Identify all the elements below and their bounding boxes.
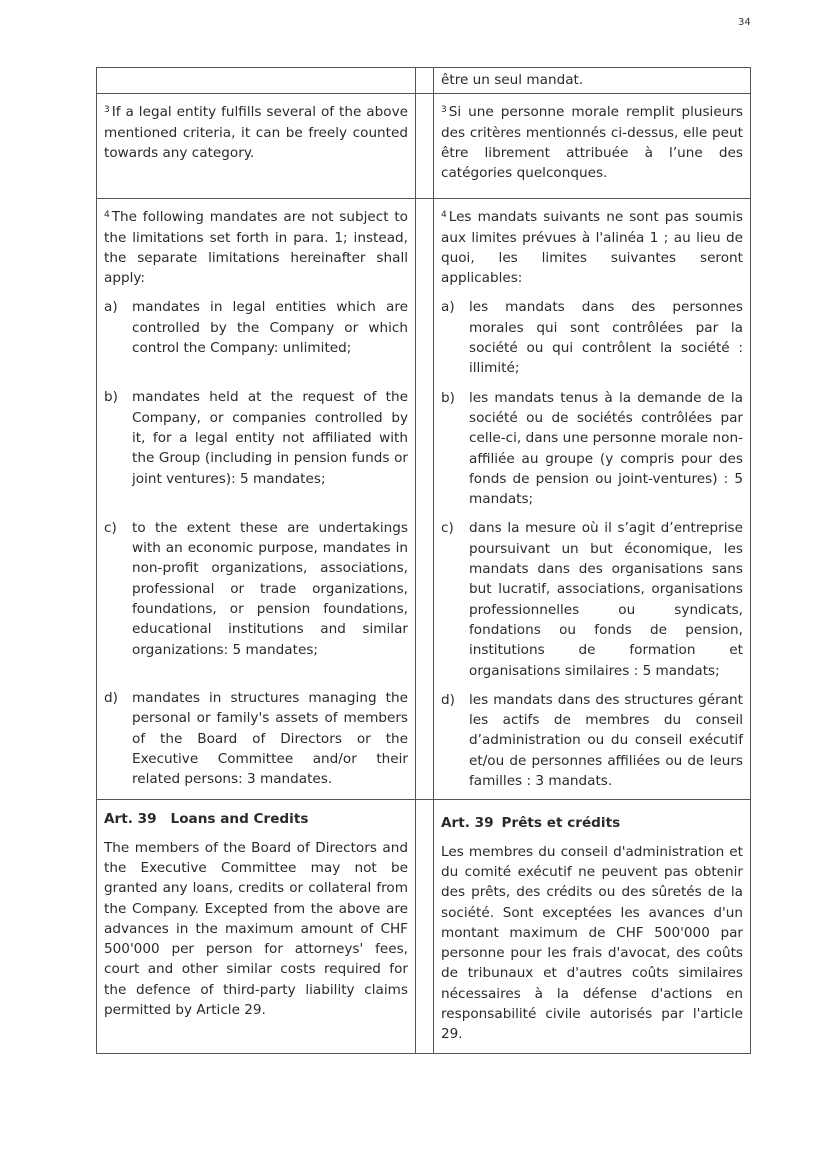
paragraph-number: 4 — [441, 210, 447, 221]
list-item — [441, 518, 743, 680]
list-text: mandates held at the request of the Company, or companies controlled by it, for a legal entity not affiliated with the Group (including in pension funds or joint ventures): 5 mandates; — [132, 389, 408, 487]
list-text: les mandats dans des structures gérant les actifs de membres du conseil d’administration ou du conseil exécutif et/ou de personnes affiliées ou de leurs familles : 3 mandats. — [469, 691, 743, 790]
fr-cell — [434, 94, 751, 199]
list-letter: a) — [104, 299, 118, 316]
table-row — [97, 800, 751, 1053]
list-letter: d) — [441, 691, 455, 708]
list-text: les mandats tenus à la demande de la société ou de sociétés contrôlées par celle-ci, dans une personne morale non-affiliée au groupe (y compris pour des fonds de pension ou joint-ventures) : 5 mandats; — [469, 389, 743, 508]
paragraph-text: The following mandates are not subject to the limitations set forth in para. 1; instead, the separate limitations hereinafter shall apply: — [104, 209, 408, 287]
paragraph-number: 3 — [441, 105, 447, 116]
list-text: mandates in legal entities which are controlled by the Company or which control the Company: unlimited; — [132, 299, 408, 357]
list-letter: d) — [104, 689, 118, 706]
list-letter: a) — [441, 299, 455, 316]
list-text: les mandats dans des personnes morales qui sont contrôlées par la société ou qui contrôlent la société : illimité; — [469, 299, 743, 377]
fr-cell — [434, 68, 751, 94]
column-gap — [416, 800, 434, 1053]
list-letter: b) — [441, 389, 455, 406]
table-row — [97, 68, 751, 94]
column-gap — [416, 94, 434, 199]
article-title: Loans and Credits — [170, 811, 309, 828]
paragraph-text: If a legal entity fulfills several of the above mentioned criteria, it can be freely counted towards any category. — [104, 104, 408, 161]
fr-paragraph-3 — [441, 102, 743, 183]
en-paragraph-4 — [104, 207, 408, 288]
bilingual-articles-table — [96, 67, 751, 1054]
list-letter: c) — [441, 520, 454, 537]
list-item — [441, 690, 743, 791]
list-letter: c) — [104, 519, 117, 536]
article-text: Les membres du conseil d'administration et du comité exécutif ne peuvent pas obtenir des prêts, des crédits ou des sûretés de la société. Sont exceptées les avances d'un montant maximum de CHF 500'000 par personne pour les frais d'avocat, des coûts de tribunaux et d'autres coûts similaires nécessaires à la défense d'actions en responsabilité civile autorisés par l'article 29. — [441, 843, 743, 1043]
fr-paragraph-4 — [441, 207, 743, 288]
en-cell — [97, 800, 416, 1053]
list-item — [441, 388, 743, 510]
article-title: Prêts et crédits — [501, 815, 621, 832]
fr-cell — [434, 199, 751, 800]
table-row — [97, 94, 751, 199]
article-text: The members of the Board of Directors and the Executive Committee may not be granted any loans, credits or collateral from the Company. Excepted from the above are advances in the maximum amount of CHF 500'000 per person for attorneys' fees, court and other similar costs required for the defence of third-party liability claims permitted by Article 29. — [104, 839, 408, 1018]
en-paragraph-3 — [104, 102, 408, 163]
article-heading — [441, 813, 743, 833]
article-heading — [104, 809, 408, 829]
column-gap — [416, 199, 434, 800]
list-item — [104, 518, 408, 660]
paragraph-number: 4 — [104, 210, 110, 221]
fr-continuation-text: être un seul mandat. — [441, 72, 584, 88]
en-cell — [97, 94, 416, 199]
en-cell — [97, 68, 416, 94]
column-gap — [416, 68, 434, 94]
list-text: dans la mesure où il s’agit d’entreprise poursuivant un but économique, les mandats dans des organisations sans but lucratif, associations, organisations professionnelles ou syndicats, fondations ou fonds de pension, institutions de formation et organisations similaires : 5 mandats; — [469, 520, 743, 679]
page-number: 34 — [738, 17, 751, 28]
table-row — [97, 199, 751, 800]
en-cell — [97, 199, 416, 800]
list-text: to the extent these are undertakings with an economic purpose, mandates in non-profit organizations, associations, professional or trade organizations, foundations, or pension foundations, educational institutions and similar organizations: 5 mandates; — [132, 519, 408, 658]
paragraph-text: Si une personne morale remplit plusieurs des critères mentionnés ci-dessus, elle peut être librement attribuée à l’une des catégories quelconques. — [441, 104, 743, 182]
article-number: Art. 39 — [441, 815, 494, 832]
article-number: Art. 39 — [104, 811, 157, 828]
list-item — [104, 297, 408, 358]
list-item — [441, 297, 743, 378]
list-item — [104, 387, 408, 488]
list-letter: b) — [104, 389, 118, 406]
list-text: mandates in structures managing the personal or family's assets of members of the Board of Directors or the Executive Committee and/or their related persons: 3 mandates. — [132, 689, 408, 788]
list-item — [104, 688, 408, 789]
fr-cell — [434, 800, 751, 1053]
paragraph-text: Les mandats suivants ne sont pas soumis aux limites prévues à l'alinéa 1 ; au lieu de quoi, les limites suivantes seront applicables: — [441, 209, 743, 287]
paragraph-number: 3 — [104, 105, 110, 116]
